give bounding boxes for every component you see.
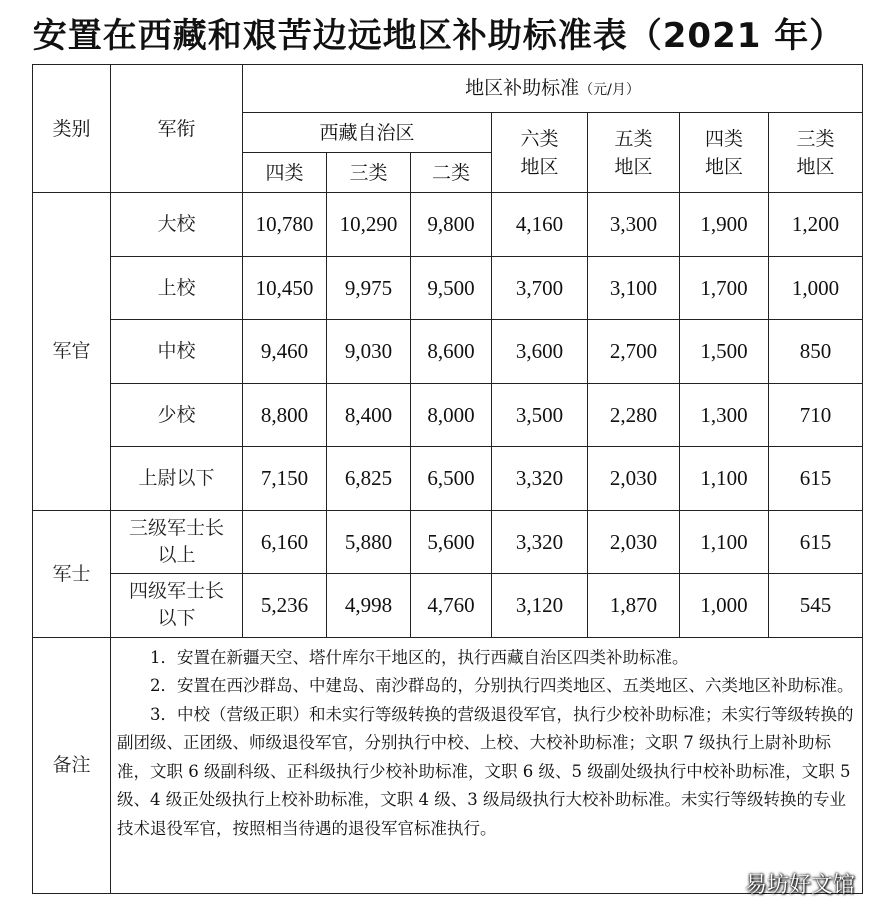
value-cell: 3,100: [588, 256, 680, 320]
note-item: 1．安置在新疆天空、塔什库尔干地区的，执行西藏自治区四类补助标准。: [150, 647, 689, 667]
header-region-6-line1: 六类: [520, 127, 559, 150]
value-cell: 615: [769, 447, 863, 511]
rank-label: 上尉以下: [138, 467, 215, 490]
rank-label: 以上: [157, 543, 196, 566]
value-cell: 5,236: [243, 574, 327, 638]
header-region-5-line2: 地区: [614, 155, 653, 178]
header-region-4-line2: 地区: [704, 155, 743, 178]
value-cell: 5,600: [411, 510, 492, 574]
value-cell: 3,320: [492, 510, 588, 574]
value-cell: 1,500: [680, 320, 769, 384]
note-item: 3．中校（营级正职）和未实行等级转换的营级退役军官，执行少校补助标准；未实行等级转换的副团级、正团级、师级退役军官，分别执行中校、上校、大校补助标准；文职 7 级执行上尉补助标准，文职 6 级副科级、正科级执行少校补助标准，文职 6 级、5 级副处级执行中校补助标准，文职 5 级、4 级正处级执行上校补助标准，文职 4 级、3 级局级执行大校补助标准。未实行等级转换的专业技术退役军官，按照相当待遇的退役军官标准执行。: [117, 704, 854, 838]
value-cell: 6,825: [327, 447, 411, 511]
value-cell: 9,030: [327, 320, 411, 384]
header-region-6: [492, 113, 588, 193]
value-cell: 2,030: [588, 510, 680, 574]
page-title: 安置在西藏和艰苦边远地区补助标准表（2021 年）: [32, 16, 845, 56]
header-region-group: [243, 65, 863, 113]
value-cell: 9,975: [327, 256, 411, 320]
header-tibet-class-3: 三类: [327, 153, 411, 193]
value-cell: 9,500: [411, 256, 492, 320]
value-cell: 3,700: [492, 256, 588, 320]
value-cell: 1,100: [680, 447, 769, 511]
rank-label: 上校: [157, 276, 196, 299]
header-region-3: [769, 113, 863, 193]
note-item: 2．安置在西沙群岛、中建岛、南沙群岛的，分别执行四类地区、五类地区、六类地区补助标准。: [150, 676, 854, 695]
rank-label: 中校: [157, 340, 196, 363]
value-cell: 2,280: [588, 383, 680, 447]
rank-label: 三级军士长: [128, 516, 224, 539]
rank-cell: [111, 193, 243, 257]
value-cell: 1,000: [769, 256, 863, 320]
category-cell: 军士: [33, 510, 111, 637]
value-cell: 1,300: [680, 383, 769, 447]
rank-cell: [111, 510, 243, 574]
value-cell: 5,880: [327, 510, 411, 574]
value-cell: 10,780: [243, 193, 327, 257]
value-cell: 1,100: [680, 510, 769, 574]
rank-label: 少校: [157, 403, 196, 426]
value-cell: 3,600: [492, 320, 588, 384]
value-cell: 8,600: [411, 320, 492, 384]
table-row: [33, 256, 863, 320]
value-cell: 1,200: [769, 193, 863, 257]
value-cell: 2,700: [588, 320, 680, 384]
value-cell: 8,000: [411, 383, 492, 447]
header-region-5: [588, 113, 680, 193]
value-cell: 6,160: [243, 510, 327, 574]
value-cell: 9,460: [243, 320, 327, 384]
notes-row: [33, 637, 863, 893]
value-cell: 9,800: [411, 193, 492, 257]
value-cell: 3,300: [588, 193, 680, 257]
value-cell: 4,998: [327, 574, 411, 638]
value-cell: 7,150: [243, 447, 327, 511]
table-row: [33, 193, 863, 257]
header-tibet-class-2: 二类: [411, 153, 492, 193]
value-cell: 6,500: [411, 447, 492, 511]
value-cell: 4,160: [492, 193, 588, 257]
table-row: [33, 320, 863, 384]
value-cell: 850: [769, 320, 863, 384]
rank-label: 大校: [157, 213, 196, 236]
header-rank: 军衔: [111, 65, 243, 193]
header-region-5-line1: 五类: [614, 127, 653, 150]
value-cell: 1,700: [680, 256, 769, 320]
rank-cell: [111, 383, 243, 447]
watermark: 易坊好文馆: [744, 873, 855, 898]
notes-content: [111, 637, 863, 893]
value-cell: 615: [769, 510, 863, 574]
header-region-3-line2: 地区: [796, 155, 835, 178]
header-unit: （元/月）: [579, 81, 640, 98]
table-row: [33, 510, 863, 574]
rank-cell: [111, 320, 243, 384]
value-cell: 1,900: [680, 193, 769, 257]
rank-cell: [111, 574, 243, 638]
header-region-4: [680, 113, 769, 193]
value-cell: 10,450: [243, 256, 327, 320]
rank-label: 四级军士长: [128, 580, 224, 603]
rank-label: 以下: [157, 607, 196, 630]
category-cell: 军官: [33, 193, 111, 511]
value-cell: 3,320: [492, 447, 588, 511]
header-region-4-line1: 四类: [704, 127, 743, 150]
header-region-6-line2: 地区: [520, 155, 559, 178]
value-cell: 8,400: [327, 383, 411, 447]
value-cell: 8,800: [243, 383, 327, 447]
table-row: [33, 574, 863, 638]
header-tibet: 西藏自治区: [243, 113, 492, 153]
header-category: 类别: [33, 65, 111, 193]
value-cell: 2,030: [588, 447, 680, 511]
table-row: [33, 447, 863, 511]
notes-label: 备注: [33, 637, 111, 893]
value-cell: 1,000: [680, 574, 769, 638]
header-region-3-line1: 三类: [796, 127, 835, 150]
rank-cell: [111, 256, 243, 320]
header-group-label: 地区补助标准: [465, 76, 580, 99]
value-cell: 710: [769, 383, 863, 447]
header-tibet-class-4: 四类: [243, 153, 327, 193]
rank-cell: [111, 447, 243, 511]
subsidy-table: [32, 64, 863, 894]
value-cell: 4,760: [411, 574, 492, 638]
table-row: [33, 383, 863, 447]
value-cell: 3,120: [492, 574, 588, 638]
value-cell: 1,870: [588, 574, 680, 638]
value-cell: 10,290: [327, 193, 411, 257]
value-cell: 545: [769, 574, 863, 638]
value-cell: 3,500: [492, 383, 588, 447]
